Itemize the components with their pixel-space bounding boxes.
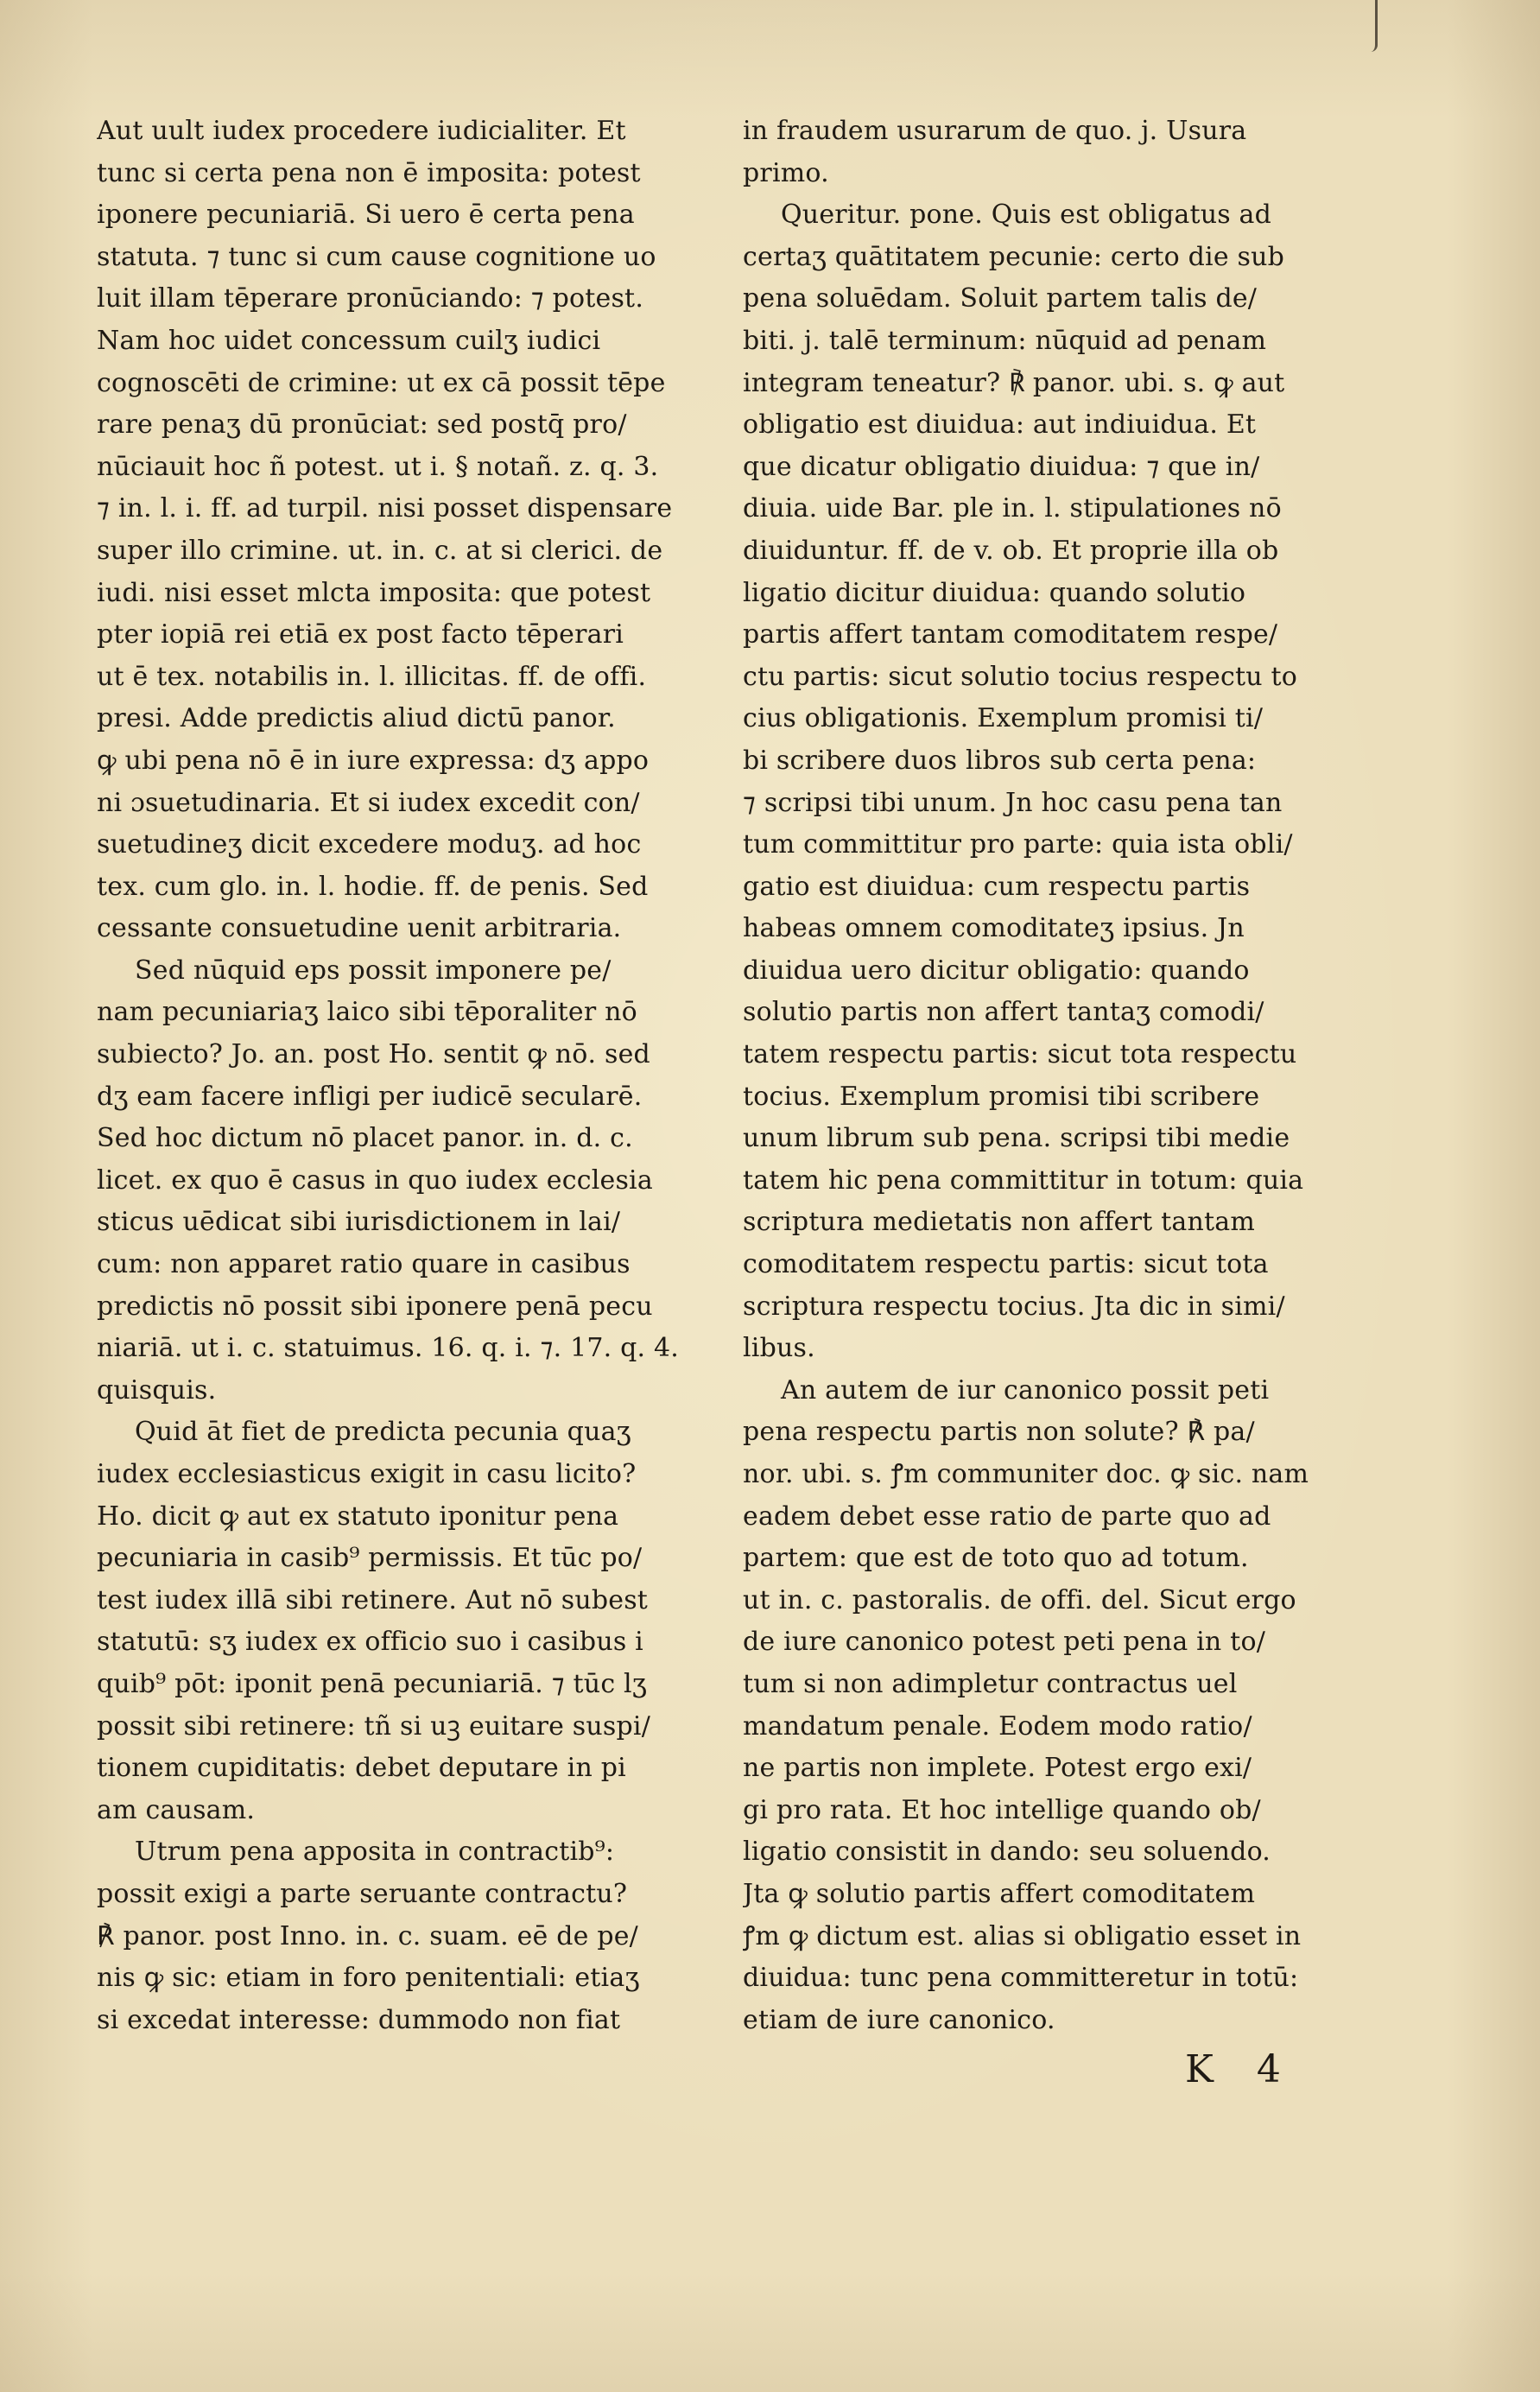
left-column-line: Quid āt fiet de predicta pecunia quaʒ xyxy=(135,1417,631,1448)
right-column-line: diuidua: tunc pena committeretur in totū: xyxy=(743,1963,1299,1994)
left-column-line: ni ɔsuetudinaria. Et si iudex excedit con/ xyxy=(97,787,640,818)
right-column-line: An autem de iur canonico possit peti xyxy=(781,1374,1270,1405)
right-column-line: scriptura respectu tocius. Jta dic in simi/ xyxy=(743,1291,1285,1322)
right-column-line: primo. xyxy=(743,157,829,188)
left-column-line: ℟ panor. post Inno. in. c. suam. eē de pe/ xyxy=(97,1920,638,1951)
left-column-line: tunc si certa pena non ē imposita: potest xyxy=(97,157,641,188)
right-column-line: pena soluēdam. Soluit partem talis de/ xyxy=(743,283,1258,314)
left-column-line: Utrum pena apposita in contractib⁹: xyxy=(135,1837,615,1868)
left-column-line: cum: non apparet ratio quare in casibus xyxy=(97,1249,631,1280)
right-column-line: biti. j. talē terminum: nūquid ad penam xyxy=(743,325,1267,356)
left-column-line: si excedat interesse: dummodo non fiat xyxy=(97,2004,621,2035)
left-column-line: rare penaʒ dū pronūciat: sed postq̄ pro/ xyxy=(97,409,627,441)
right-column-line: gi pro rata. Et hoc intellige quando ob/ xyxy=(743,1794,1261,1825)
left-column-line: ⁊ in. l. i. ff. ad turpil. nisi posset dispensare xyxy=(97,493,673,524)
left-column-line: statutū: sʒ iudex ex officio suo i casibus i xyxy=(97,1627,643,1658)
right-column-line: obligatio est diuidua: aut indiuidua. Et xyxy=(743,409,1257,441)
left-column-line: pter iopiā rei etiā ex post facto tēperari xyxy=(97,619,624,650)
left-column-line: possit exigi a parte seruante contractu? xyxy=(97,1878,628,1909)
left-column-line: iudi. nisi esset mlcta imposita: que potest xyxy=(97,577,651,608)
right-column-line: tatem hic pena committitur in totum: quia xyxy=(743,1164,1304,1196)
right-column-line: Queritur. pone. Quis est obligatus ad xyxy=(781,200,1272,231)
left-column-line: presi. Adde predictis aliud dictū panor. xyxy=(97,703,616,734)
right-column-line: nor. ubi. s. ꝭm communiter doc. ꝙ sic. nam xyxy=(743,1459,1309,1489)
right-column-line: scriptura medietatis non affert tantam xyxy=(743,1207,1256,1238)
left-column-line: pecuniaria in casib⁹ permissis. Et tūc po/ xyxy=(97,1543,643,1574)
right-column-line: tum si non adimpletur contractus uel xyxy=(743,1668,1238,1699)
left-column-line: statuta. ⁊ tunc si cum cause cognitione uo xyxy=(97,241,656,272)
right-text-column xyxy=(743,111,1386,2041)
right-column-line: integram teneatur? ℟ panor. ubi. s. ꝙ aut xyxy=(743,367,1285,398)
right-column-line: habeas omnem comoditateʒ ipsius. Jn xyxy=(743,913,1245,944)
right-column-line: solutio partis non affert tantaʒ comodi/ xyxy=(743,997,1264,1028)
left-column-line: predictis nō possit sibi iponere penā pecu xyxy=(97,1291,653,1322)
left-column-line: tionem cupiditatis: debet deputare in pi xyxy=(97,1753,626,1784)
left-column-line: quib⁹ pōt: iponit penā pecuniariā. ⁊ tūc lʒ xyxy=(97,1668,647,1699)
right-column-line: tatem respectu partis: sicut tota respectu xyxy=(743,1039,1297,1070)
right-column-line: diuia. uide Bar. ple in. l. stipulationes nō xyxy=(743,493,1282,524)
right-column-line: ligatio dicitur diuidua: quando solutio xyxy=(743,577,1246,608)
left-column-line: am causam. xyxy=(97,1794,256,1825)
right-column-line: comoditatem respectu partis: sicut tota xyxy=(743,1249,1269,1280)
left-column-line: licet. ex quo ē casus in quo iudex ecclesia xyxy=(97,1164,653,1196)
left-column-line: Ho. dicit ꝙ aut ex statuto iponitur pena xyxy=(97,1501,619,1532)
right-column-line: ⁊ scripsi tibi unum. Jn hoc casu pena tan xyxy=(743,787,1283,818)
right-column-line: eadem debet esse ratio de parte quo ad xyxy=(743,1501,1271,1532)
left-column-line: suetudineʒ dicit excedere moduʒ. ad hoc xyxy=(97,829,642,860)
left-column-line: tex. cum glo. in. l. hodie. ff. de penis. Sed xyxy=(97,871,649,902)
signature-mark: K 4 xyxy=(1185,2047,1296,2091)
left-column-line: luit illam tēperare pronūciando: ⁊ potest. xyxy=(97,283,644,314)
left-column-line: ut ē tex. notabilis in. l. illicitas. ff. de offi. xyxy=(97,661,647,692)
right-column-line: bi scribere duos libros sub certa pena: xyxy=(743,745,1257,776)
left-column-line: quisquis. xyxy=(97,1374,217,1405)
right-column-line: partis affert tantam comoditatem respe/ xyxy=(743,619,1278,650)
right-column-line: diuiduntur. ff. de v. ob. Et proprie illa ob xyxy=(743,535,1279,566)
right-column-line: diuidua uero dicitur obligatio: quando xyxy=(743,955,1250,986)
right-column-line: tum committitur pro parte: quia ista obli/ xyxy=(743,829,1293,860)
right-column-line: unum librum sub pena. scripsi tibi medie xyxy=(743,1123,1290,1154)
right-column-line: cius obligationis. Exemplum promisi ti/ xyxy=(743,703,1264,734)
page-edge-mark xyxy=(1363,0,1378,52)
right-column-line: etiam de iure canonico. xyxy=(743,2004,1055,2035)
right-column-line: ligatio consistit in dando: seu soluendo. xyxy=(743,1837,1271,1868)
left-column-line: nūciauit hoc ñ potest. ut i. § notañ. z. q. 3. xyxy=(97,451,659,482)
left-column-line: iudex ecclesiasticus exigit in casu licito? xyxy=(97,1459,637,1489)
right-column-line: tocius. Exemplum promisi tibi scribere xyxy=(743,1081,1260,1112)
left-column-line: iponere pecuniariā. Si uero ē certa pena xyxy=(97,200,635,231)
left-column-line: test iudex illā sibi retinere. Aut nō subest xyxy=(97,1584,649,1615)
right-column-line: certaʒ quātitatem pecunie: certo die sub xyxy=(743,241,1285,272)
left-column-line: Aut uult iudex procedere iudicialiter. Et xyxy=(97,116,626,146)
left-column-line: subiecto? Jo. an. post Ho. sentit ꝙ nō. sed xyxy=(97,1039,650,1070)
left-column-line: Sed nūquid eps possit imponere pe/ xyxy=(135,955,612,986)
right-column-line: ctu partis: sicut solutio tocius respectu to xyxy=(743,661,1298,692)
left-column-line: nis ꝙ sic: etiam in foro penitentiali: etiaʒ xyxy=(97,1963,640,1994)
left-column-line: niariā. ut i. c. statuimus. 16. q. i. ⁊. 17. q. 4. xyxy=(97,1333,680,1364)
left-column-line: cognoscēti de crimine: ut ex cā possit tēpe xyxy=(97,367,666,398)
right-column-line: ut in. c. pastoralis. de offi. del. Sicut ergo xyxy=(743,1584,1296,1615)
left-column-line: dʒ eam facere infligi per iudicē secularē. xyxy=(97,1081,643,1112)
right-column-line: gatio est diuidua: cum respectu partis xyxy=(743,871,1251,902)
right-column-line: in fraudem usurarum de quo. j. Usura xyxy=(743,116,1247,146)
left-column-line: ꝙ ubi pena nō ē in iure expressa: dʒ appo xyxy=(97,745,650,776)
right-column-line: ne partis non implete. Potest ergo exi/ xyxy=(743,1753,1252,1784)
right-column-line: Jta ꝙ solutio partis affert comoditatem xyxy=(743,1878,1256,1909)
right-column-line: ꝭm ꝙ dictum est. alias si obligatio esset in xyxy=(743,1920,1302,1951)
left-column-line: cessante consuetudine uenit arbitraria. xyxy=(97,913,622,944)
right-column-line: de iure canonico potest peti pena in to/ xyxy=(743,1627,1266,1658)
right-column-line: partem: que est de toto quo ad totum. xyxy=(743,1543,1249,1574)
left-text-column xyxy=(97,111,701,2041)
left-column-line: sticus uēdicat sibi iurisdictionem in lai/ xyxy=(97,1207,621,1238)
left-column-line: possit sibi retinere: tñ si uꝫ euitare suspi/ xyxy=(97,1710,651,1742)
right-column-line: libus. xyxy=(743,1333,815,1364)
left-column-line: super illo crimine. ut. in. c. at si clerici. de xyxy=(97,535,663,566)
left-column-line: Sed hoc dictum nō placet panor. in. d. c. xyxy=(97,1123,633,1154)
left-column-line: nam pecuniariaʒ laico sibi tēporaliter nō xyxy=(97,997,637,1028)
right-column-line: mandatum penale. Eodem modo ratio/ xyxy=(743,1710,1252,1742)
right-column-line: que dicatur obligatio diuidua: ⁊ que in/ xyxy=(743,451,1260,482)
left-column-line: Nam hoc uidet concessum cuilʒ iudici xyxy=(97,325,601,356)
right-column-line: pena respectu partis non solute? ℟ pa/ xyxy=(743,1417,1255,1448)
